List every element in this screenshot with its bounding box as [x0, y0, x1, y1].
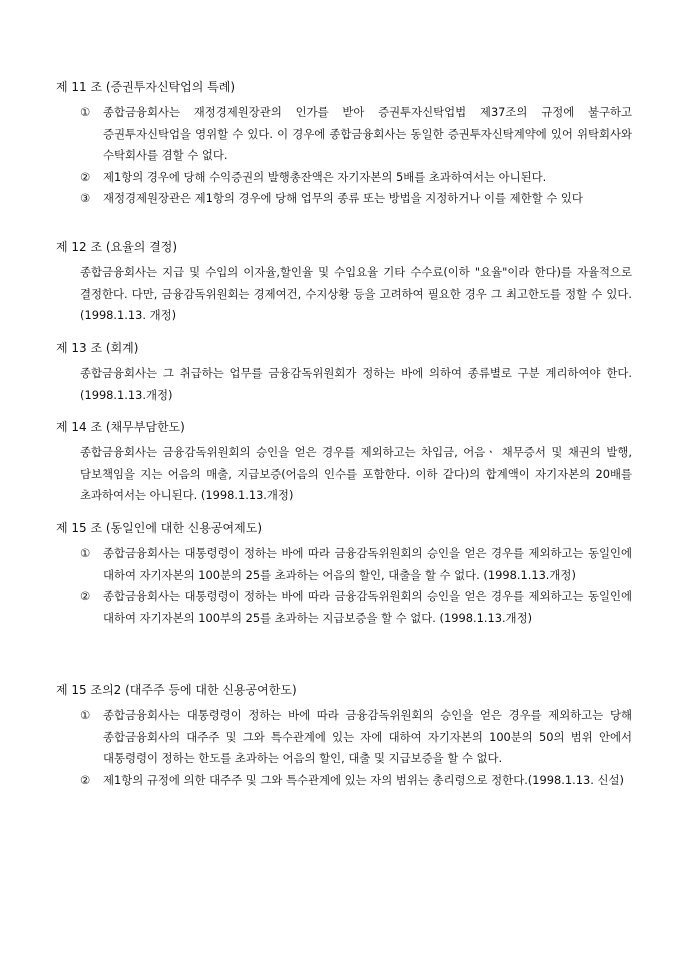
clause-text: 제1항의 경우에 당해 수익증권의 발행총잔액은 자기자본의 5배를 초과하여서는 아니된다.: [103, 169, 547, 184]
clause-text: 제1항의 규정에 의한 대주주 및 그와 특수관계에 있는 자의 범위는 총리령으로 정한다.(1998.1.13. 신설): [103, 772, 624, 787]
clause-1: [80, 102, 632, 167]
article-heading: 제 14 조 (채무부담한도): [56, 420, 185, 434]
clause-text: 종합금융회사는 재정경제원장관의 인가를 받아 증권투자신탁업법 제37조의 규정에 불구하고 증권투자신탁업을 영위할 수 있다. 이 경우에 종합금융회사는 동일한 증권투자신탁계약에 있어 위탁회사와 수탁회사를 겸할 수 없다.: [103, 105, 632, 163]
clause-list: [80, 543, 632, 629]
clause-2: [80, 586, 632, 629]
article-heading: 제 11 조 (증권투자신탁업의 특례): [56, 80, 235, 94]
clause-1: [80, 705, 632, 770]
clause-marker: ②: [80, 169, 91, 184]
article-heading: 제 15 조 (동일인에 대한 신용공여제도): [56, 521, 262, 535]
article-13: [56, 341, 632, 406]
clause-text: 종합금융회사는 대통령령이 정하는 바에 따라 금융감독위원회의 승인을 얻은 경우를 제외하고는 동일인에 대하여 자기자본의 100분의 25를 초과하는 어음의 할인, 대출을 할 수 없다. (1998.1.13.개정): [103, 546, 632, 582]
clause-marker: ③: [80, 191, 91, 206]
article-15-2: [56, 683, 632, 791]
article-14: [56, 420, 632, 507]
article-11: [56, 80, 632, 210]
article-body: 종합금융회사는 지급 및 수입의 이자율,할인율 및 수입요율 기타 수수료(이하 "요율"이라 한다)를 자율적으로 결정한다. 다만, 금융감독위원회는 경제여건, 수지상황 등을 고려하여 필요한 경우 그 최고한도를 정할 수 있다. (1998.1.13. 개정): [80, 265, 632, 323]
clause-marker: ①: [80, 546, 91, 560]
clause-1: [80, 543, 632, 586]
article-body: 종합금융회사는 금융감독위원회의 승인을 얻은 경우를 제외하고는 차입금, 어음ㆍ 채무증서 및 채권의 발행, 담보책임을 지는 어음의 매출, 지급보증(어음의 인수를 포함한다. 이하 같다)의 합계액이 자기자본의 20배를 초과하여서는 아니된다. (1998.1.13.개정): [80, 445, 632, 503]
clause-list: [80, 102, 632, 210]
article-15: [56, 521, 632, 629]
article-heading: 제 12 조 (요율의 결정): [56, 240, 178, 254]
clause-list: [80, 705, 632, 791]
clause-marker: ②: [80, 589, 91, 604]
article-12: [56, 240, 632, 327]
clause-2: [80, 167, 632, 189]
clause-marker: ①: [80, 708, 91, 722]
clause-3: [80, 188, 632, 210]
article-body: 종합금융회사는 그 취급하는 업무를 금융감독위원회가 정하는 바에 의하여 종류별로 구분 계리하여야 한다. (1998.1.13.개정): [80, 366, 632, 402]
clause-2: [80, 770, 632, 792]
clause-text: 종합금융회사는 대통령령이 정하는 바에 따라 금융감독위원회의 승인을 얻은 경우를 제외하고는 당해 종합금융회사의 대주주 및 그와 특수관계에 있는 자에 대하여 자기자본의 100분의 50의 범위 안에서 대통령령이 정하는 한도를 초과하는 어음의 할인, 대출 및 지급보증을 할 수 없다.: [103, 708, 632, 766]
clause-marker: ②: [80, 772, 91, 787]
clause-text: 재정경제원장관은 제1항의 경우에 당해 업무의 종류 또는 방법을 지정하거나 이를 제한할 수 있다: [103, 191, 583, 206]
article-heading: 제 13 조 (회계): [56, 341, 139, 355]
clause-marker: ①: [80, 105, 91, 119]
article-heading: 제 15 조의2 (대주주 등에 대한 신용공여한도): [56, 683, 297, 697]
clause-text: 종합금융회사는 대통령령이 정하는 바에 따라 금융감독위원회의 승인을 얻은 경우를 제외하고는 동일인에 대하여 자기자본의 100부의 25를 초과하는 지급보증을 할 수 없다. (1998.1.13.개정): [103, 589, 632, 625]
